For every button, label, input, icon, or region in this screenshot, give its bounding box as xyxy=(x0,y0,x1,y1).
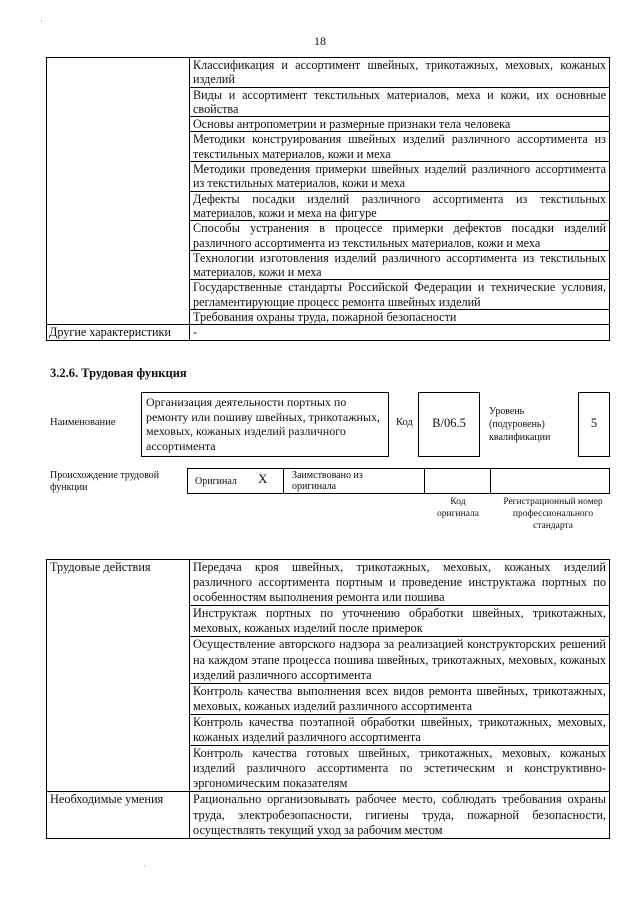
page-number: 18 xyxy=(314,34,326,48)
level-label: Уровень (подуровень) квалификации xyxy=(489,406,551,443)
table-row xyxy=(47,325,610,340)
borrowed-label: Заимствовано из оригинала xyxy=(292,470,363,492)
scan-mark-bottom: · xyxy=(143,862,146,871)
knowledge-item: Требования охраны труда, пожарной безопасности xyxy=(190,310,610,325)
table-row xyxy=(47,560,610,606)
function-name-box xyxy=(141,392,389,457)
knowledge-item: Классификация и ассортимент швейных, трикотажных, меховых, кожаных изделий xyxy=(190,58,610,88)
original-label: Оригинал xyxy=(195,476,237,487)
code-box xyxy=(418,392,480,457)
action-item: Передача кроя швейных, трикотажных, меховых, кожаных изделий различного ассортимента портным и проведение инструктажа портных по особенностям выполнения ремонта или пошива xyxy=(190,560,610,606)
level-box xyxy=(578,392,610,457)
original-mark: X xyxy=(258,471,268,486)
action-item: Контроль качества поэтапной обработки швейных, трикотажных, меховых, кожаных изделий различного ассортимента xyxy=(190,714,610,745)
other-characteristics-label: Другие характеристики xyxy=(47,325,190,340)
skills-label: Необходимые умения xyxy=(47,792,190,838)
actions-table xyxy=(46,559,610,839)
action-item: Контроль качества готовых швейных, трикотажных, меховых, кожаных изделий различного ассортимента по эстетическим и конструктивно-эргономическим показателям xyxy=(190,746,610,792)
code-label: Код xyxy=(396,417,413,428)
knowledge-item: Виды и ассортимент текстильных материалов, меха и кожи, их основные свойства xyxy=(190,87,610,117)
origin-row xyxy=(187,468,610,494)
knowledge-item: Дефекты посадки изделий различного ассортимента из текстильных материалов, кожи и меха на фигуре xyxy=(190,191,610,221)
section-title: 3.2.6. Трудовая функция xyxy=(50,366,187,380)
knowledge-item: Государственные стандарты Российской Федерации и технические условия, регламентирующие процесс ремонта швейных изделий xyxy=(190,280,610,310)
name-label: Наименование xyxy=(50,417,116,428)
knowledge-item: Методики проведения примерки швейных изделий различного ассортимента из текстильных материалов, кожи и меха xyxy=(190,162,610,192)
knowledge-table xyxy=(46,57,610,341)
skill-item: Рационально организовывать рабочее место, соблюдать требования охраны труда, электробезопасности, гигиены труда, пожарной безопасности, осуществлять текущий уход за рабочим местом xyxy=(190,792,610,838)
knowledge-item: Основы антропометрии и размерные признаки тела человека xyxy=(190,117,610,132)
code-original-caption: Код оригинала xyxy=(437,497,479,519)
function-name-value: Организация деятельности портных по ремонту или пошиву швейных, трикотажных, меховых, кожаных изделий различного ассортимента xyxy=(146,395,381,453)
knowledge-item: Способы устранения в процессе примерки дефектов посадки изделий различного ассортимента из текстильных материалов, кожи и меха xyxy=(190,221,610,251)
action-item: Осуществление авторского надзора за реализацией конструкторских решений на каждом этапе процесса пошива швейных, трикотажных, меховых, кожаных изделий различного ассортимента xyxy=(190,637,610,683)
registration-caption: Регистрационный номер профессионального стандарта xyxy=(503,497,603,531)
origin-divider-1 xyxy=(283,468,284,494)
origin-divider-2 xyxy=(424,468,425,494)
scan-mark: · xyxy=(40,16,43,26)
action-item: Инструктаж портных по уточнению обработки швейных, трикотажных, меховых, кожаных изделий после примерок xyxy=(190,606,610,637)
knowledge-item: Методики конструирования швейных изделий различного ассортимента из текстильных материалов, кожи и меха xyxy=(190,132,610,162)
knowledge-label-cell xyxy=(47,58,190,325)
action-item: Контроль качества выполнения всех видов ремонта швейных, трикотажных, меховых, кожаных изделий различного ассортимента xyxy=(190,683,610,714)
table-row xyxy=(47,792,610,838)
origin-divider-3 xyxy=(490,468,491,494)
code-value: B/06.5 xyxy=(432,416,466,430)
table-row xyxy=(47,58,610,88)
knowledge-item: Технологии изготовления изделий различного ассортимента из текстильных материалов, кожи и меха xyxy=(190,250,610,280)
actions-label: Трудовые действия xyxy=(47,560,190,792)
level-value: 5 xyxy=(590,416,598,430)
other-characteristics-value: - xyxy=(190,325,610,340)
origin-label: Происхождение трудовой функции xyxy=(50,470,160,493)
